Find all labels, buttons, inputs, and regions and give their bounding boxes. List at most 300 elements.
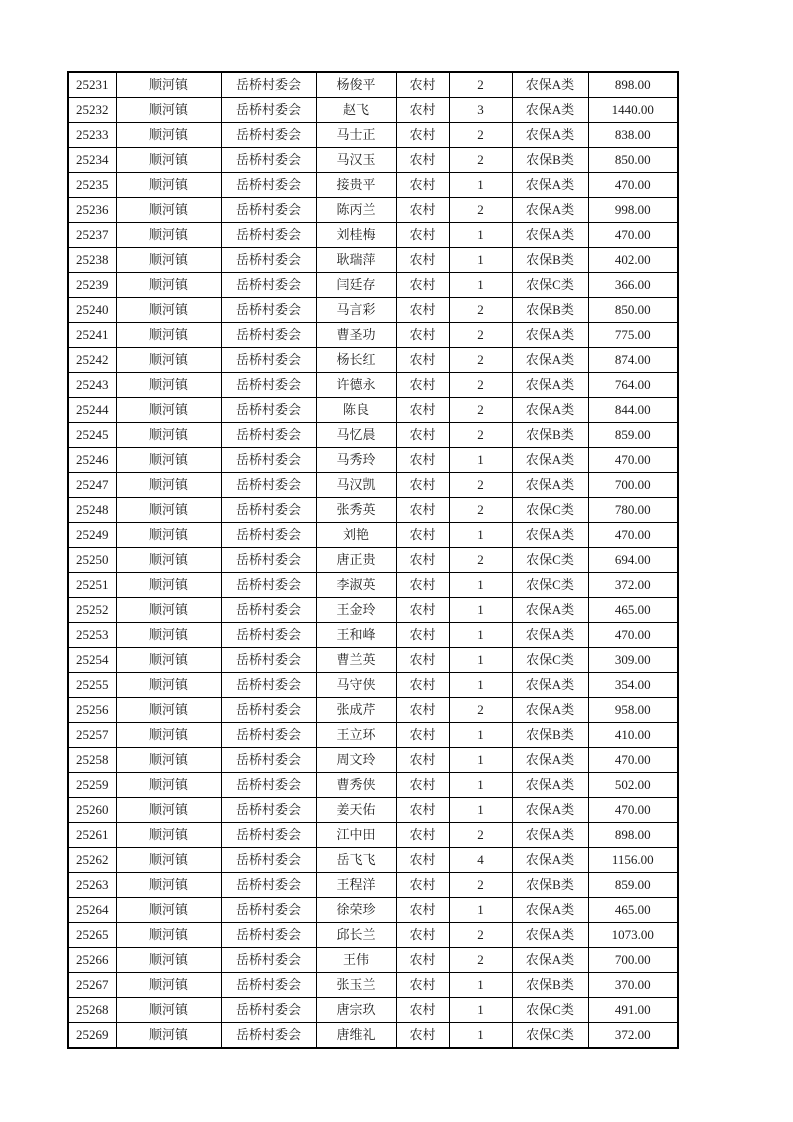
table-cell-amount: 780.00 bbox=[588, 498, 678, 523]
table-cell-category: 农村 bbox=[396, 898, 449, 923]
table-cell-id: 25250 bbox=[68, 548, 116, 573]
table-cell-id: 25251 bbox=[68, 573, 116, 598]
table-cell-type: 农保B类 bbox=[512, 723, 588, 748]
table-cell-type: 农保A类 bbox=[512, 698, 588, 723]
table-cell-count: 3 bbox=[449, 98, 512, 123]
table-cell-id: 25233 bbox=[68, 123, 116, 148]
table-cell-type: 农保A类 bbox=[512, 898, 588, 923]
table-cell-type: 农保B类 bbox=[512, 248, 588, 273]
table-row bbox=[68, 773, 678, 798]
table-cell-type: 农保A类 bbox=[512, 398, 588, 423]
table-cell-town: 顺河镇 bbox=[116, 573, 221, 598]
table-row bbox=[68, 973, 678, 998]
table-cell-count: 1 bbox=[449, 998, 512, 1023]
table-cell-name: 接贵平 bbox=[316, 173, 396, 198]
table-cell-id: 25253 bbox=[68, 623, 116, 648]
table-cell-count: 1 bbox=[449, 723, 512, 748]
table-cell-name: 唐宗玖 bbox=[316, 998, 396, 1023]
table-cell-name: 姜天佑 bbox=[316, 798, 396, 823]
table-cell-name: 曹圣功 bbox=[316, 323, 396, 348]
table-cell-name: 刘桂梅 bbox=[316, 223, 396, 248]
table-cell-type: 农保A类 bbox=[512, 623, 588, 648]
table-cell-name: 王和峰 bbox=[316, 623, 396, 648]
table-cell-category: 农村 bbox=[396, 848, 449, 873]
table-cell-name: 唐正贵 bbox=[316, 548, 396, 573]
table-cell-name: 张玉兰 bbox=[316, 973, 396, 998]
table-cell-name: 张成芹 bbox=[316, 698, 396, 723]
table-cell-amount: 366.00 bbox=[588, 273, 678, 298]
table-cell-amount: 410.00 bbox=[588, 723, 678, 748]
table-cell-category: 农村 bbox=[396, 198, 449, 223]
table-cell-amount: 372.00 bbox=[588, 573, 678, 598]
table-cell-village: 岳桥村委会 bbox=[221, 598, 316, 623]
table-cell-name: 王立环 bbox=[316, 723, 396, 748]
table-cell-id: 25236 bbox=[68, 198, 116, 223]
table-cell-count: 1 bbox=[449, 648, 512, 673]
table-cell-town: 顺河镇 bbox=[116, 323, 221, 348]
table-cell-type: 农保A类 bbox=[512, 748, 588, 773]
table-cell-name: 马士正 bbox=[316, 123, 396, 148]
table-cell-count: 2 bbox=[449, 423, 512, 448]
table-row bbox=[68, 723, 678, 748]
table-cell-category: 农村 bbox=[396, 123, 449, 148]
table-cell-type: 农保A类 bbox=[512, 98, 588, 123]
table-cell-amount: 470.00 bbox=[588, 523, 678, 548]
table-cell-count: 2 bbox=[449, 72, 512, 98]
table-cell-id: 25234 bbox=[68, 148, 116, 173]
table-cell-count: 2 bbox=[449, 948, 512, 973]
table-cell-count: 2 bbox=[449, 823, 512, 848]
table-cell-town: 顺河镇 bbox=[116, 873, 221, 898]
table-cell-town: 顺河镇 bbox=[116, 973, 221, 998]
table-cell-village: 岳桥村委会 bbox=[221, 72, 316, 98]
table-cell-village: 岳桥村委会 bbox=[221, 148, 316, 173]
table-cell-amount: 465.00 bbox=[588, 898, 678, 923]
table-cell-town: 顺河镇 bbox=[116, 498, 221, 523]
table-cell-town: 顺河镇 bbox=[116, 398, 221, 423]
table-cell-type: 农保B类 bbox=[512, 873, 588, 898]
table-cell-village: 岳桥村委会 bbox=[221, 548, 316, 573]
table-cell-id: 25243 bbox=[68, 373, 116, 398]
table-cell-category: 农村 bbox=[396, 173, 449, 198]
table-row bbox=[68, 72, 678, 98]
table-cell-id: 25247 bbox=[68, 473, 116, 498]
table-cell-village: 岳桥村委会 bbox=[221, 373, 316, 398]
table-cell-type: 农保A类 bbox=[512, 948, 588, 973]
table-cell-town: 顺河镇 bbox=[116, 698, 221, 723]
table-cell-type: 农保A类 bbox=[512, 123, 588, 148]
table-cell-category: 农村 bbox=[396, 398, 449, 423]
table-cell-count: 2 bbox=[449, 373, 512, 398]
table-cell-id: 25241 bbox=[68, 323, 116, 348]
table-cell-town: 顺河镇 bbox=[116, 673, 221, 698]
table-cell-id: 25231 bbox=[68, 72, 116, 98]
table-row bbox=[68, 323, 678, 348]
table-cell-category: 农村 bbox=[396, 648, 449, 673]
table-cell-town: 顺河镇 bbox=[116, 298, 221, 323]
table-cell-category: 农村 bbox=[396, 673, 449, 698]
table-cell-amount: 470.00 bbox=[588, 223, 678, 248]
table-cell-village: 岳桥村委会 bbox=[221, 423, 316, 448]
table-cell-amount: 465.00 bbox=[588, 598, 678, 623]
table-cell-category: 农村 bbox=[396, 323, 449, 348]
table-cell-village: 岳桥村委会 bbox=[221, 123, 316, 148]
table-cell-type: 农保A类 bbox=[512, 523, 588, 548]
table-row bbox=[68, 298, 678, 323]
table-cell-town: 顺河镇 bbox=[116, 948, 221, 973]
table-cell-category: 农村 bbox=[396, 723, 449, 748]
table-row bbox=[68, 623, 678, 648]
table-cell-town: 顺河镇 bbox=[116, 273, 221, 298]
table-row bbox=[68, 1023, 678, 1049]
table-cell-category: 农村 bbox=[396, 598, 449, 623]
table-row bbox=[68, 273, 678, 298]
table-cell-amount: 309.00 bbox=[588, 648, 678, 673]
table-cell-type: 农保C类 bbox=[512, 998, 588, 1023]
table-cell-id: 25260 bbox=[68, 798, 116, 823]
table-cell-village: 岳桥村委会 bbox=[221, 798, 316, 823]
table-cell-amount: 998.00 bbox=[588, 198, 678, 223]
table-cell-count: 2 bbox=[449, 298, 512, 323]
table-cell-id: 25254 bbox=[68, 648, 116, 673]
table-cell-amount: 859.00 bbox=[588, 423, 678, 448]
table-row bbox=[68, 173, 678, 198]
table-cell-id: 25259 bbox=[68, 773, 116, 798]
table-row bbox=[68, 573, 678, 598]
table-cell-name: 杨俊平 bbox=[316, 72, 396, 98]
table-cell-category: 农村 bbox=[396, 148, 449, 173]
table-cell-type: 农保A类 bbox=[512, 198, 588, 223]
table-cell-town: 顺河镇 bbox=[116, 72, 221, 98]
table-cell-count: 1 bbox=[449, 973, 512, 998]
insurance-roster-table bbox=[67, 71, 679, 1049]
table-row bbox=[68, 448, 678, 473]
table-cell-name: 马汉玉 bbox=[316, 148, 396, 173]
table-cell-category: 农村 bbox=[396, 473, 449, 498]
table-cell-category: 农村 bbox=[396, 273, 449, 298]
table-cell-id: 25237 bbox=[68, 223, 116, 248]
table-cell-type: 农保A类 bbox=[512, 798, 588, 823]
table-cell-id: 25255 bbox=[68, 673, 116, 698]
table-cell-name: 闫廷存 bbox=[316, 273, 396, 298]
table-cell-name: 徐荣珍 bbox=[316, 898, 396, 923]
table-cell-name: 曹秀侠 bbox=[316, 773, 396, 798]
table-cell-category: 农村 bbox=[396, 823, 449, 848]
table-cell-type: 农保A类 bbox=[512, 773, 588, 798]
table-cell-category: 农村 bbox=[396, 223, 449, 248]
table-cell-count: 2 bbox=[449, 323, 512, 348]
table-cell-town: 顺河镇 bbox=[116, 798, 221, 823]
table-cell-amount: 775.00 bbox=[588, 323, 678, 348]
table-cell-town: 顺河镇 bbox=[116, 523, 221, 548]
table-cell-type: 农保A类 bbox=[512, 72, 588, 98]
table-cell-count: 2 bbox=[449, 148, 512, 173]
table-row bbox=[68, 823, 678, 848]
table-cell-category: 农村 bbox=[396, 798, 449, 823]
table-cell-category: 农村 bbox=[396, 348, 449, 373]
table-cell-name: 赵飞 bbox=[316, 98, 396, 123]
table-cell-village: 岳桥村委会 bbox=[221, 398, 316, 423]
table-row bbox=[68, 598, 678, 623]
table-cell-town: 顺河镇 bbox=[116, 648, 221, 673]
table-cell-type: 农保A类 bbox=[512, 373, 588, 398]
table-cell-village: 岳桥村委会 bbox=[221, 823, 316, 848]
table-cell-category: 农村 bbox=[396, 623, 449, 648]
table-cell-count: 2 bbox=[449, 923, 512, 948]
table-cell-name: 马汉凯 bbox=[316, 473, 396, 498]
table-cell-amount: 470.00 bbox=[588, 748, 678, 773]
table-cell-name: 陈丙兰 bbox=[316, 198, 396, 223]
table-cell-category: 农村 bbox=[396, 748, 449, 773]
table-cell-type: 农保B类 bbox=[512, 298, 588, 323]
table-row bbox=[68, 748, 678, 773]
table-cell-amount: 764.00 bbox=[588, 373, 678, 398]
table-cell-village: 岳桥村委会 bbox=[221, 98, 316, 123]
table-cell-count: 2 bbox=[449, 198, 512, 223]
table-cell-category: 农村 bbox=[396, 973, 449, 998]
table-cell-count: 1 bbox=[449, 248, 512, 273]
table-cell-id: 25262 bbox=[68, 848, 116, 873]
table-cell-count: 1 bbox=[449, 1023, 512, 1049]
table-cell-town: 顺河镇 bbox=[116, 823, 221, 848]
table-cell-town: 顺河镇 bbox=[116, 198, 221, 223]
table-row bbox=[68, 648, 678, 673]
table-cell-amount: 470.00 bbox=[588, 448, 678, 473]
table-cell-id: 25244 bbox=[68, 398, 116, 423]
table-cell-name: 周文玲 bbox=[316, 748, 396, 773]
table-cell-name: 曹兰英 bbox=[316, 648, 396, 673]
table-cell-type: 农保C类 bbox=[512, 548, 588, 573]
table-cell-name: 岳飞飞 bbox=[316, 848, 396, 873]
table-row bbox=[68, 198, 678, 223]
table-cell-town: 顺河镇 bbox=[116, 473, 221, 498]
table-cell-name: 邱长兰 bbox=[316, 923, 396, 948]
table-cell-town: 顺河镇 bbox=[116, 173, 221, 198]
table-cell-count: 1 bbox=[449, 898, 512, 923]
table-row bbox=[68, 373, 678, 398]
table-cell-town: 顺河镇 bbox=[116, 223, 221, 248]
table-cell-village: 岳桥村委会 bbox=[221, 748, 316, 773]
table-cell-count: 1 bbox=[449, 773, 512, 798]
table-body bbox=[68, 72, 678, 1048]
table-cell-village: 岳桥村委会 bbox=[221, 648, 316, 673]
table-cell-village: 岳桥村委会 bbox=[221, 348, 316, 373]
table-cell-id: 25264 bbox=[68, 898, 116, 923]
table-cell-village: 岳桥村委会 bbox=[221, 273, 316, 298]
table-cell-name: 王伟 bbox=[316, 948, 396, 973]
table-cell-count: 1 bbox=[449, 273, 512, 298]
table-cell-amount: 491.00 bbox=[588, 998, 678, 1023]
table-cell-amount: 700.00 bbox=[588, 473, 678, 498]
table-cell-village: 岳桥村委会 bbox=[221, 173, 316, 198]
table-cell-village: 岳桥村委会 bbox=[221, 873, 316, 898]
table-cell-count: 4 bbox=[449, 848, 512, 873]
table-cell-village: 岳桥村委会 bbox=[221, 898, 316, 923]
table-cell-category: 农村 bbox=[396, 548, 449, 573]
table-cell-type: 农保A类 bbox=[512, 448, 588, 473]
table-cell-count: 1 bbox=[449, 598, 512, 623]
table-cell-town: 顺河镇 bbox=[116, 623, 221, 648]
table-cell-category: 农村 bbox=[396, 573, 449, 598]
table-cell-village: 岳桥村委会 bbox=[221, 323, 316, 348]
table-cell-category: 农村 bbox=[396, 1023, 449, 1049]
table-cell-town: 顺河镇 bbox=[116, 898, 221, 923]
table-cell-name: 江中田 bbox=[316, 823, 396, 848]
table-cell-type: 农保B类 bbox=[512, 423, 588, 448]
table-cell-type: 农保A类 bbox=[512, 598, 588, 623]
table-cell-name: 许德永 bbox=[316, 373, 396, 398]
table-cell-id: 25242 bbox=[68, 348, 116, 373]
table-cell-id: 25265 bbox=[68, 923, 116, 948]
table-cell-category: 农村 bbox=[396, 948, 449, 973]
table-cell-amount: 354.00 bbox=[588, 673, 678, 698]
table-cell-category: 农村 bbox=[396, 873, 449, 898]
table-cell-village: 岳桥村委会 bbox=[221, 723, 316, 748]
table-cell-category: 农村 bbox=[396, 448, 449, 473]
table-cell-amount: 844.00 bbox=[588, 398, 678, 423]
table-cell-type: 农保A类 bbox=[512, 673, 588, 698]
table-row bbox=[68, 148, 678, 173]
table-cell-type: 农保A类 bbox=[512, 348, 588, 373]
table-cell-type: 农保A类 bbox=[512, 473, 588, 498]
table-cell-count: 2 bbox=[449, 698, 512, 723]
table-cell-amount: 859.00 bbox=[588, 873, 678, 898]
table-cell-name: 王程洋 bbox=[316, 873, 396, 898]
table-cell-village: 岳桥村委会 bbox=[221, 973, 316, 998]
table-cell-name: 马秀玲 bbox=[316, 448, 396, 473]
table-cell-amount: 958.00 bbox=[588, 698, 678, 723]
table-cell-amount: 402.00 bbox=[588, 248, 678, 273]
table-row bbox=[68, 848, 678, 873]
table-cell-type: 农保A类 bbox=[512, 173, 588, 198]
table-cell-village: 岳桥村委会 bbox=[221, 698, 316, 723]
table-cell-category: 农村 bbox=[396, 373, 449, 398]
table-cell-name: 张秀英 bbox=[316, 498, 396, 523]
table-row bbox=[68, 698, 678, 723]
table-cell-id: 25268 bbox=[68, 998, 116, 1023]
table-cell-name: 陈良 bbox=[316, 398, 396, 423]
table-cell-type: 农保C类 bbox=[512, 648, 588, 673]
table-cell-name: 马忆晨 bbox=[316, 423, 396, 448]
table-cell-count: 2 bbox=[449, 398, 512, 423]
table-cell-village: 岳桥村委会 bbox=[221, 1023, 316, 1049]
table-cell-town: 顺河镇 bbox=[116, 598, 221, 623]
table-cell-village: 岳桥村委会 bbox=[221, 223, 316, 248]
table-cell-village: 岳桥村委会 bbox=[221, 523, 316, 548]
table-cell-id: 25261 bbox=[68, 823, 116, 848]
table-cell-amount: 850.00 bbox=[588, 148, 678, 173]
table-cell-town: 顺河镇 bbox=[116, 148, 221, 173]
table-cell-count: 1 bbox=[449, 173, 512, 198]
table-cell-town: 顺河镇 bbox=[116, 773, 221, 798]
table-cell-village: 岳桥村委会 bbox=[221, 948, 316, 973]
table-cell-amount: 838.00 bbox=[588, 123, 678, 148]
table-cell-town: 顺河镇 bbox=[116, 748, 221, 773]
table-cell-id: 25256 bbox=[68, 698, 116, 723]
table-row bbox=[68, 873, 678, 898]
table-cell-count: 1 bbox=[449, 798, 512, 823]
table-cell-amount: 694.00 bbox=[588, 548, 678, 573]
table-cell-count: 2 bbox=[449, 123, 512, 148]
table-row bbox=[68, 898, 678, 923]
table-cell-category: 农村 bbox=[396, 998, 449, 1023]
table-cell-id: 25238 bbox=[68, 248, 116, 273]
table-cell-id: 25232 bbox=[68, 98, 116, 123]
table-cell-amount: 470.00 bbox=[588, 623, 678, 648]
table-cell-id: 25269 bbox=[68, 1023, 116, 1049]
table-cell-id: 25235 bbox=[68, 173, 116, 198]
table-cell-count: 2 bbox=[449, 348, 512, 373]
table-cell-id: 25239 bbox=[68, 273, 116, 298]
table-row bbox=[68, 998, 678, 1023]
table-row bbox=[68, 398, 678, 423]
table-cell-id: 25240 bbox=[68, 298, 116, 323]
table-cell-name: 杨长红 bbox=[316, 348, 396, 373]
table-cell-category: 农村 bbox=[396, 72, 449, 98]
table-cell-count: 1 bbox=[449, 573, 512, 598]
table-cell-village: 岳桥村委会 bbox=[221, 673, 316, 698]
table-cell-amount: 898.00 bbox=[588, 823, 678, 848]
table-cell-category: 农村 bbox=[396, 498, 449, 523]
table-cell-id: 25267 bbox=[68, 973, 116, 998]
table-cell-name: 李淑英 bbox=[316, 573, 396, 598]
table-cell-name: 刘艳 bbox=[316, 523, 396, 548]
table-cell-village: 岳桥村委会 bbox=[221, 773, 316, 798]
table-cell-count: 2 bbox=[449, 473, 512, 498]
table-cell-type: 农保A类 bbox=[512, 923, 588, 948]
table-cell-count: 1 bbox=[449, 523, 512, 548]
table-cell-town: 顺河镇 bbox=[116, 998, 221, 1023]
table-cell-amount: 1156.00 bbox=[588, 848, 678, 873]
table-cell-type: 农保C类 bbox=[512, 273, 588, 298]
table-cell-amount: 372.00 bbox=[588, 1023, 678, 1049]
table-cell-type: 农保C类 bbox=[512, 1023, 588, 1049]
table-cell-category: 农村 bbox=[396, 698, 449, 723]
table-cell-amount: 898.00 bbox=[588, 72, 678, 98]
table-cell-id: 25249 bbox=[68, 523, 116, 548]
table-cell-amount: 874.00 bbox=[588, 348, 678, 373]
table-cell-id: 25266 bbox=[68, 948, 116, 973]
table-cell-town: 顺河镇 bbox=[116, 423, 221, 448]
table-cell-id: 25248 bbox=[68, 498, 116, 523]
table-cell-name: 马言彩 bbox=[316, 298, 396, 323]
table-cell-town: 顺河镇 bbox=[116, 373, 221, 398]
table-cell-count: 1 bbox=[449, 223, 512, 248]
table-cell-amount: 502.00 bbox=[588, 773, 678, 798]
table-cell-town: 顺河镇 bbox=[116, 248, 221, 273]
table-cell-type: 农保A类 bbox=[512, 848, 588, 873]
table-row bbox=[68, 98, 678, 123]
table-cell-id: 25263 bbox=[68, 873, 116, 898]
table-cell-town: 顺河镇 bbox=[116, 1023, 221, 1049]
table-cell-town: 顺河镇 bbox=[116, 348, 221, 373]
table-cell-type: 农保A类 bbox=[512, 823, 588, 848]
table-cell-count: 1 bbox=[449, 448, 512, 473]
table-row bbox=[68, 498, 678, 523]
table-cell-village: 岳桥村委会 bbox=[221, 498, 316, 523]
table-cell-town: 顺河镇 bbox=[116, 98, 221, 123]
table-row bbox=[68, 348, 678, 373]
table-row bbox=[68, 223, 678, 248]
table-row bbox=[68, 923, 678, 948]
table-cell-village: 岳桥村委会 bbox=[221, 573, 316, 598]
table-cell-id: 25245 bbox=[68, 423, 116, 448]
table-cell-amount: 470.00 bbox=[588, 798, 678, 823]
table-cell-type: 农保B类 bbox=[512, 973, 588, 998]
table-cell-id: 25258 bbox=[68, 748, 116, 773]
table-cell-category: 农村 bbox=[396, 923, 449, 948]
table-cell-village: 岳桥村委会 bbox=[221, 623, 316, 648]
